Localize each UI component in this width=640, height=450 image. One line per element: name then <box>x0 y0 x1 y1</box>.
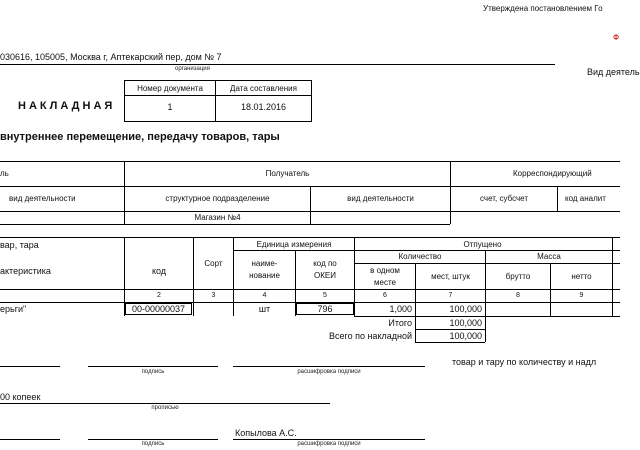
item-code: 00-00000037 <box>131 304 186 314</box>
doc-number: 1 <box>167 102 173 112</box>
item-okei: 796 <box>317 304 333 314</box>
col-number: 7 <box>448 292 453 299</box>
doc-title: НАКЛАДНАЯ <box>18 100 116 112</box>
signature-caption-1: подпись <box>141 369 165 375</box>
col-number: 8 <box>516 292 520 299</box>
approved-text: Утверждена постановлением Го <box>483 4 603 13</box>
goods-accepted-text: товар и тару по количеству и надл <box>452 357 597 367</box>
net-header: нетто <box>571 272 592 281</box>
propis-caption: прописью <box>151 405 179 411</box>
amount-kopecks: 00 копеек <box>0 392 41 402</box>
form-marker: Ф <box>613 33 620 42</box>
col-number: 5 <box>323 292 327 299</box>
characteristic-header: актеристика <box>0 266 51 276</box>
unit-header: Единица измерения <box>256 240 332 249</box>
doc-date-header: Дата составления <box>230 84 297 93</box>
col-activity: вид деятельности <box>347 194 414 203</box>
in-one-place-header: в одном месте <box>370 266 400 287</box>
col-number: 4 <box>262 292 267 299</box>
gross-header: брутто <box>505 272 531 281</box>
code-header: код <box>151 266 167 276</box>
decoding-caption-2: расшифровка подписи <box>297 441 361 447</box>
organization-underline <box>0 64 555 65</box>
col-structural-unit: структурное подразделение <box>165 194 270 203</box>
goods-header: вар, тара <box>0 240 39 250</box>
decoding-caption-1: расшифровка подписи <box>297 369 361 375</box>
receiver-unit-value: Магазин №4 <box>194 213 241 222</box>
item-name: ерьги" <box>0 304 27 314</box>
col-number: 3 <box>211 292 216 299</box>
col-number: 9 <box>579 292 584 299</box>
activity-label: Вид деятель <box>587 67 640 77</box>
col-analytic: код аналит <box>565 194 606 203</box>
organization-text: 030616, 105005, Москва г, Аптекарский пер, дом № 7 <box>0 52 222 62</box>
col-number: 2 <box>157 292 161 299</box>
item-in-one-place: 1,000 <box>389 304 412 314</box>
okei-header: код по ОКЕИ <box>313 259 337 280</box>
corr-account-header: Корреспондирующий <box>513 169 592 178</box>
col-number: 6 <box>383 292 387 299</box>
signature-caption-2: подпись <box>141 441 165 447</box>
grand-total-value: 100,000 <box>449 331 482 341</box>
quantity-header: Количество <box>398 252 442 261</box>
places-header: мест, штук <box>431 272 470 281</box>
organization-caption: организация <box>175 66 210 72</box>
sort-header: Сорт <box>204 259 223 268</box>
grand-total-label: Всего по накладной <box>328 331 412 341</box>
total-value: 100,000 <box>449 318 482 328</box>
item-unit: шт <box>258 304 271 314</box>
total-label: Итого <box>388 318 412 328</box>
item-places: 100,000 <box>449 304 482 314</box>
col-activity-left: вид деятельности <box>9 194 76 203</box>
released-header: Отпущено <box>463 240 502 249</box>
doc-date: 18.01.2016 <box>240 102 287 112</box>
receiver-header: Получатель <box>265 169 310 178</box>
doc-subtitle: внутреннее перемещение, передачу товаров, тары <box>0 131 280 143</box>
signer-name: Копылова А.С. <box>235 428 297 438</box>
mass-header: Масса <box>537 252 561 261</box>
doc-number-header: Номер документа <box>137 84 203 93</box>
sender-header: ль <box>0 169 9 178</box>
col-account: счет, субсчет <box>480 194 528 203</box>
unit-name-header: наиме- нование <box>249 259 280 280</box>
